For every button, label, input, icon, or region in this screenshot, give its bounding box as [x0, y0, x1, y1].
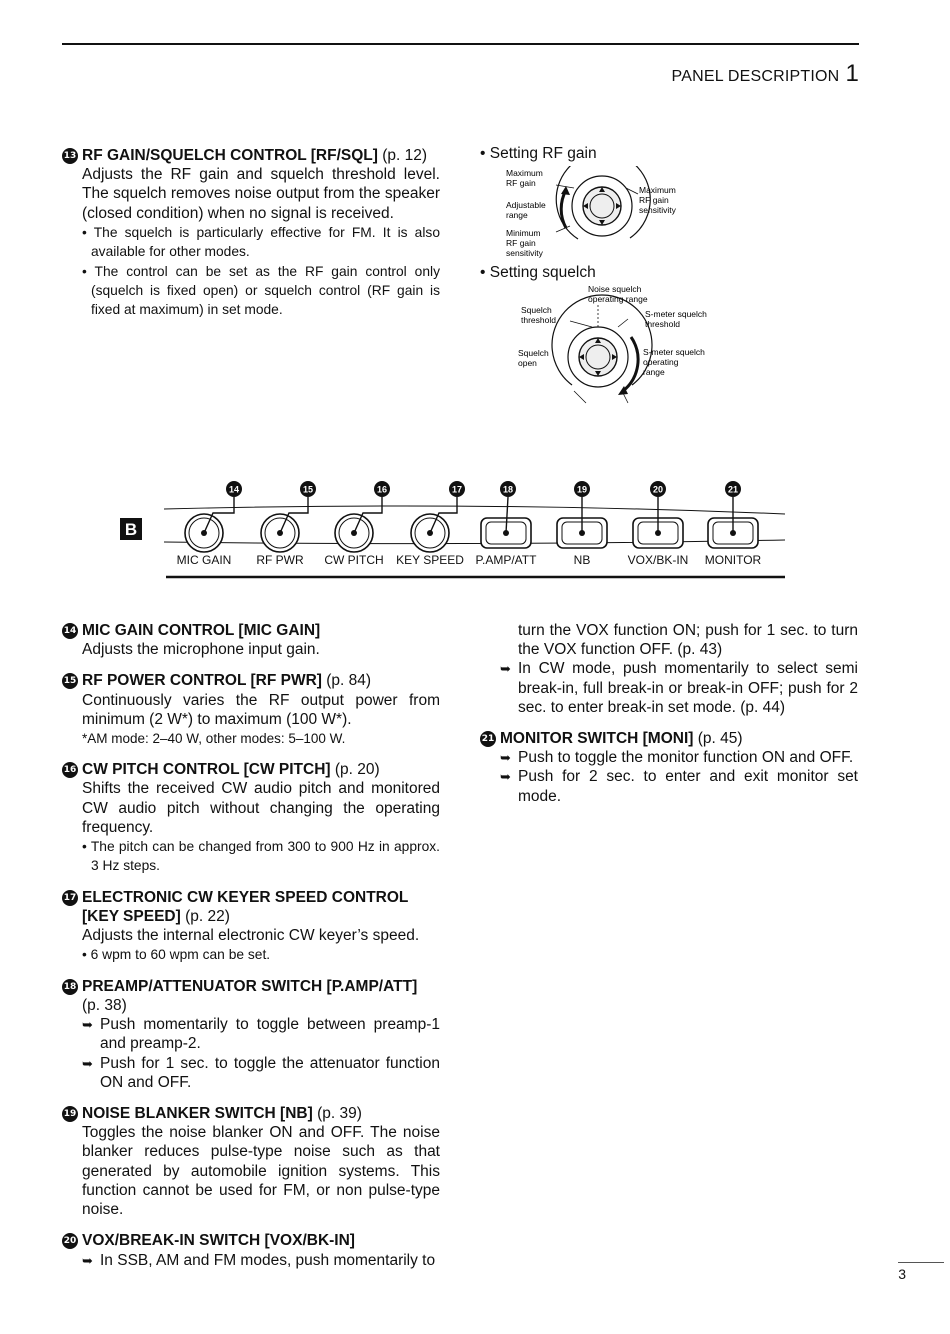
section-title: ELECTRONIC CW KEYER SPEED CONTROL	[82, 888, 409, 906]
section-15	[62, 671, 440, 748]
section-13	[62, 146, 440, 320]
control-label: VOX/BK-IN	[627, 553, 689, 567]
section-title: MONITOR SWITCH [MONI]	[500, 730, 694, 748]
section-number-badge: 21	[480, 731, 496, 747]
front-panel-diagram	[118, 476, 790, 582]
label-noise-squelch-range: Noise squelch	[588, 284, 642, 294]
panel-control-p-amp-att	[476, 481, 538, 567]
knob-illustration	[556, 166, 650, 239]
control-label: P.AMP/ATT	[475, 553, 537, 567]
panel-control-cw-pitch	[324, 481, 390, 567]
left-column	[62, 621, 440, 1282]
section-body: Toggles the noise blanker ON and OFF. The noise blanker reduces pulse-type noise such as that generated by automobile ignition systems. This function cannot be used for FM, or non pulse-type noise.	[82, 1124, 440, 1219]
section-number-badge: 14	[62, 623, 78, 639]
page-reference: (p. 45)	[693, 730, 743, 748]
control-label: KEY SPEED	[396, 553, 464, 567]
section-title-cont: [KEY SPEED]	[82, 908, 181, 926]
section-body: Shifts the received CW audio pitch and monitored CW audio pitch without changing the operating frequency.	[82, 780, 440, 836]
panel-control-key-speed	[396, 481, 465, 567]
svg-text:threshold: threshold	[645, 319, 680, 329]
chapter-number: 1	[845, 60, 859, 87]
knob-illustration	[552, 295, 652, 403]
page-number: 3	[898, 1266, 906, 1282]
arrow-icon: ➥	[500, 769, 511, 785]
page-reference: (p. 38)	[82, 997, 127, 1015]
squelch-diagram	[510, 283, 720, 405]
svg-text:RF gain: RF gain	[639, 195, 669, 205]
arrow-icon: ➥	[500, 661, 511, 677]
callout-number: 17	[451, 484, 463, 495]
arrow-item: ➥ In SSB, AM and FM modes, push momentarily to	[82, 1251, 436, 1269]
panel-control-vox-bk-in	[628, 481, 689, 567]
section-title: NOISE BLANKER SWITCH [NB]	[82, 1105, 313, 1123]
page-reference: (p. 39)	[312, 1105, 362, 1123]
section-title: RF GAIN/SQUELCH CONTROL [RF/SQL]	[82, 147, 378, 164]
svg-text:B: B	[124, 520, 138, 539]
label-min-rf-gain: Minimum	[506, 228, 541, 238]
rf-gain-diagram-heading: • Setting RF gain	[480, 145, 597, 162]
bullet-item: • The squelch is particularly effective for FM. It is also available for other modes.	[82, 224, 440, 260]
bullet-item: • 6 wpm to 60 wpm can be set.	[82, 947, 271, 963]
section-14	[62, 621, 440, 659]
panel-control-rf-pwr	[256, 481, 316, 567]
section-body: Continuously varies the RF output power from minimum (2 W*) to maximum (100 W*).	[82, 691, 440, 728]
panel-control-monitor	[705, 481, 762, 567]
arrow-icon: ➥	[500, 750, 511, 766]
top-rule	[62, 43, 859, 45]
svg-text:range: range	[643, 367, 665, 377]
section-number-badge: 20	[62, 1233, 78, 1249]
section-title: PREAMP/ATTENUATOR SWITCH [P.AMP/ATT]	[82, 977, 418, 995]
section-title: VOX/BREAK-IN SWITCH [VOX/BK-IN]	[82, 1232, 355, 1250]
footer-rule	[898, 1262, 944, 1263]
section-17	[62, 888, 440, 965]
bullet-item: • The pitch can be changed from 300 to 900 Hz in approx. 3 Hz steps.	[82, 839, 440, 874]
section-number-badge: 17	[62, 890, 78, 906]
section-number-badge: 13	[62, 148, 78, 164]
label-squelch-threshold: Squelch	[521, 305, 552, 315]
callout-number: 21	[727, 484, 739, 495]
page-reference: (p. 12)	[377, 147, 428, 164]
section-body: Adjusts the microphone input gain.	[82, 641, 320, 659]
label-squelch-open: Squelch	[518, 348, 549, 358]
control-label: RF PWR	[256, 553, 304, 567]
label-smeter-threshold: S-meter squelch	[645, 309, 707, 319]
section-body: Adjusts the internal electronic CW keyer’s speed.	[82, 927, 420, 945]
control-label: CW PITCH	[324, 553, 384, 567]
section-body: Adjusts the RF gain and squelch threshold level. The squelch removes noise output from the speaker (closed condition) when no signal is received.	[82, 166, 440, 222]
arrow-item: ➥ Push for 1 sec. to toggle the attenuator function ON and OFF.	[82, 1054, 440, 1091]
page-reference: (p. 20)	[330, 761, 380, 779]
bullet-item: • The control can be set as the RF gain control only (squelch is fixed open) or squelch control (RF gain is fixed at maximum) in set mode.	[82, 263, 440, 318]
arrow-item: ➥ Push for 2 sec. to enter and exit monitor set mode.	[500, 768, 858, 805]
control-label: MIC GAIN	[176, 553, 232, 567]
section-19	[62, 1104, 440, 1219]
squelch-diagram-heading: • Setting squelch	[480, 264, 596, 281]
svg-text:sensitivity: sensitivity	[639, 205, 676, 215]
label-adjustable-range: Adjustable	[506, 200, 546, 210]
header-title: PANEL DESCRIPTION	[671, 68, 840, 85]
section-18	[62, 977, 440, 1092]
section-16	[62, 760, 440, 876]
section-number-badge: 19	[62, 1106, 78, 1122]
arrow-icon: ➥	[82, 1055, 93, 1071]
callout-number: 19	[576, 484, 588, 495]
callout-number: 14	[228, 484, 240, 495]
arrow-item: ➥ In CW mode, push momentarily to select semi break-in, full break-in or break-in OFF; push for 2 sec. to enter break-in set mode. (p. 44)	[500, 660, 858, 716]
section-21	[480, 729, 858, 806]
rf-gain-diagram	[500, 166, 700, 266]
arrow-icon: ➥	[82, 1252, 93, 1268]
label-max-rf-gain: Maximum	[506, 168, 543, 178]
arrow-icon: ➥	[82, 1017, 93, 1033]
label-smeter-range: S-meter squelch	[643, 347, 705, 357]
page-reference: (p. 84)	[321, 672, 372, 690]
callout-number: 16	[376, 484, 388, 495]
label-max-rf-gain-sensitivity: Maximum	[639, 185, 676, 195]
section-title: MIC GAIN CONTROL [MIC GAIN]	[82, 622, 321, 639]
arrow-item-cont: turn the VOX function ON; push for 1 sec. to turn the VOX function OFF. (p. 43)	[518, 622, 858, 659]
svg-text:operating range: operating range	[588, 294, 648, 304]
arrow-item: ➥ Push to toggle the monitor function ON and OFF.	[500, 749, 854, 767]
control-label: MONITOR	[704, 553, 762, 567]
page-header	[672, 60, 859, 88]
section-number-badge: 18	[62, 979, 78, 995]
callout-number: 18	[502, 484, 514, 495]
section-20	[62, 1231, 440, 1269]
svg-text:open: open	[518, 358, 537, 368]
section-title: RF POWER CONTROL [RF PWR]	[82, 672, 322, 690]
section-20-cont	[480, 621, 858, 717]
callout-number: 15	[302, 484, 314, 495]
svg-text:RF gain: RF gain	[506, 178, 536, 188]
section-number-badge: 16	[62, 762, 78, 778]
svg-text:threshold: threshold	[521, 315, 556, 325]
right-column	[480, 621, 858, 818]
page-reference: (p. 22)	[180, 908, 230, 926]
section-number-badge: 15	[62, 673, 78, 689]
arrow-item: ➥ Push momentarily to toggle between preamp-1 and preamp-2.	[82, 1016, 440, 1053]
svg-text:RF gain: RF gain	[506, 238, 536, 248]
section-title: CW PITCH CONTROL [CW PITCH]	[82, 761, 331, 779]
panel-control-mic-gain	[177, 481, 242, 567]
panel-control-nb	[557, 481, 607, 567]
callout-number: 20	[652, 484, 664, 495]
svg-text:operating: operating	[643, 357, 679, 367]
svg-text:sensitivity: sensitivity	[506, 248, 543, 258]
footnote: *AM mode: 2–40 W, other modes: 5–100 W.	[82, 731, 346, 747]
control-label: NB	[573, 553, 591, 567]
svg-text:range: range	[506, 210, 528, 220]
